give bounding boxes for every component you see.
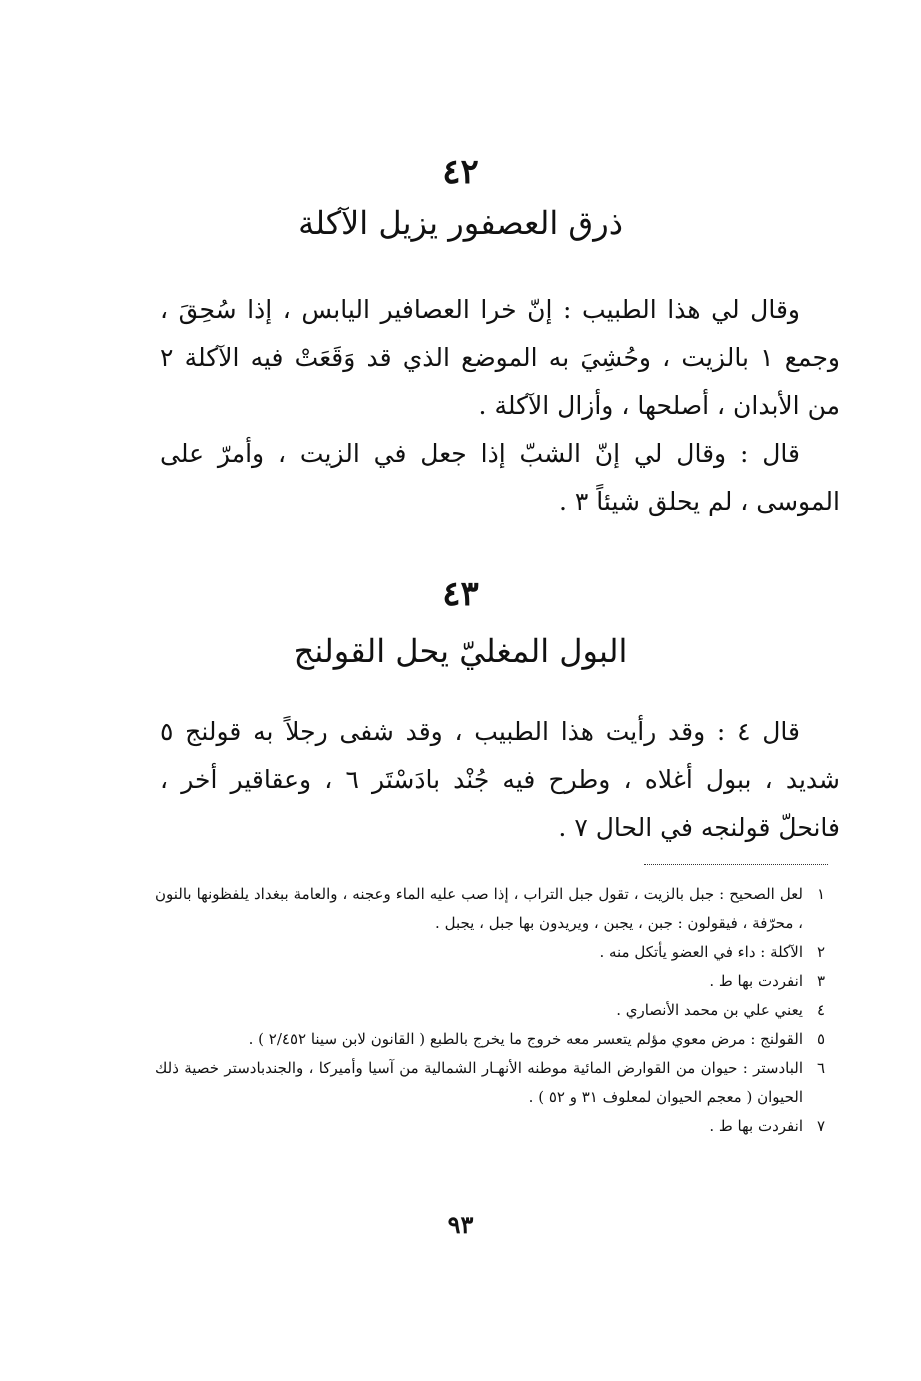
footnote	[155, 938, 825, 967]
footnote-text: الآكلة : داء في العضو يأتكل منه .	[599, 943, 803, 961]
section-number: ٤٣	[442, 574, 479, 614]
footnote-number: ١	[816, 885, 825, 903]
footnote	[155, 1025, 825, 1054]
footnote-number: ٢	[816, 943, 825, 961]
footnote-number: ٣	[816, 972, 825, 990]
footnote-number: ٥	[816, 1030, 825, 1048]
footnote-number: ٦	[816, 1059, 825, 1077]
footnote	[155, 1054, 825, 1112]
section-title: البول المغليّ يحل القولنج	[293, 632, 628, 670]
footnote	[155, 967, 825, 996]
footnote-number: ٤	[816, 1001, 825, 1019]
paragraph: قال : وقال لي إنّ الشبّ إذا جعل في الزيت ، وأمرّ على الموسى ، لم يحلق شيئاً ٣ .	[160, 439, 840, 516]
footnote	[155, 1112, 825, 1141]
footnote-divider	[644, 864, 828, 865]
footnotes	[155, 880, 825, 1141]
footnote	[155, 880, 825, 938]
footnote-number: ٧	[816, 1117, 825, 1135]
footnote-text: انفردت بها ط .	[709, 972, 803, 990]
footnote	[155, 996, 825, 1025]
footnote-text: القولنج : مرض معوي مؤلم يتعسر معه خروج ما يخرج بالطبع ( القانون لابن سينا ٢/٤٥٢ ) .	[248, 1030, 803, 1048]
paragraph: وقال لي هذا الطبيب : إنّ خرا العصافير اليابس ، إذا سُحِقَ ، وجمع ١ بالزيت ، وحُشِيَ به الموضع الذي قد وَقَعَتْ فيه الآكلة ٢ من الأبدان ، أصلحها ، وأزال الآكلة .	[160, 295, 840, 420]
section-title: ذرق العصفور يزيل الآكلة	[298, 204, 623, 242]
paragraph: قال ٤ : وقد رأيت هذا الطبيب ، وقد شفى رجلاً به قولنج ٥ شديد ، ببول أغلاه ، وطرح فيه جُنْد بادَسْتَر ٦ ، وعقاقير أخر ، فانحلّ قولنجه في الحال ٧ .	[160, 717, 840, 842]
footnote-text: لعل الصحيح : جبل بالزيت ، تقول جبل التراب ، إذا صب عليه الماء وعجنه ، والعامة ببغداد يلفظونها بالنون ، محرّفة ، فيقولون : جبن ، يجبن ، ويريدون بها جبل ، يجبل .	[155, 885, 803, 932]
page-number: ٩٣	[447, 1210, 474, 1239]
section-body	[160, 286, 840, 526]
footnote-text: يعني علي بن محمد الأنصاري .	[616, 1001, 803, 1019]
footnote-text: انفردت بها ط .	[709, 1117, 803, 1135]
footnote-text: البادستر : حيوان من القوارض المائية موطنه الأنهـار الشمالية من آسيا وأميركا ، والجندبادستر خصية ذلك الحيوان ( معجم الحيوان لمعلوف ٣١ و ٥٢ ) .	[155, 1059, 803, 1106]
section-body	[160, 708, 840, 852]
section-number: ٤٢	[442, 152, 479, 192]
